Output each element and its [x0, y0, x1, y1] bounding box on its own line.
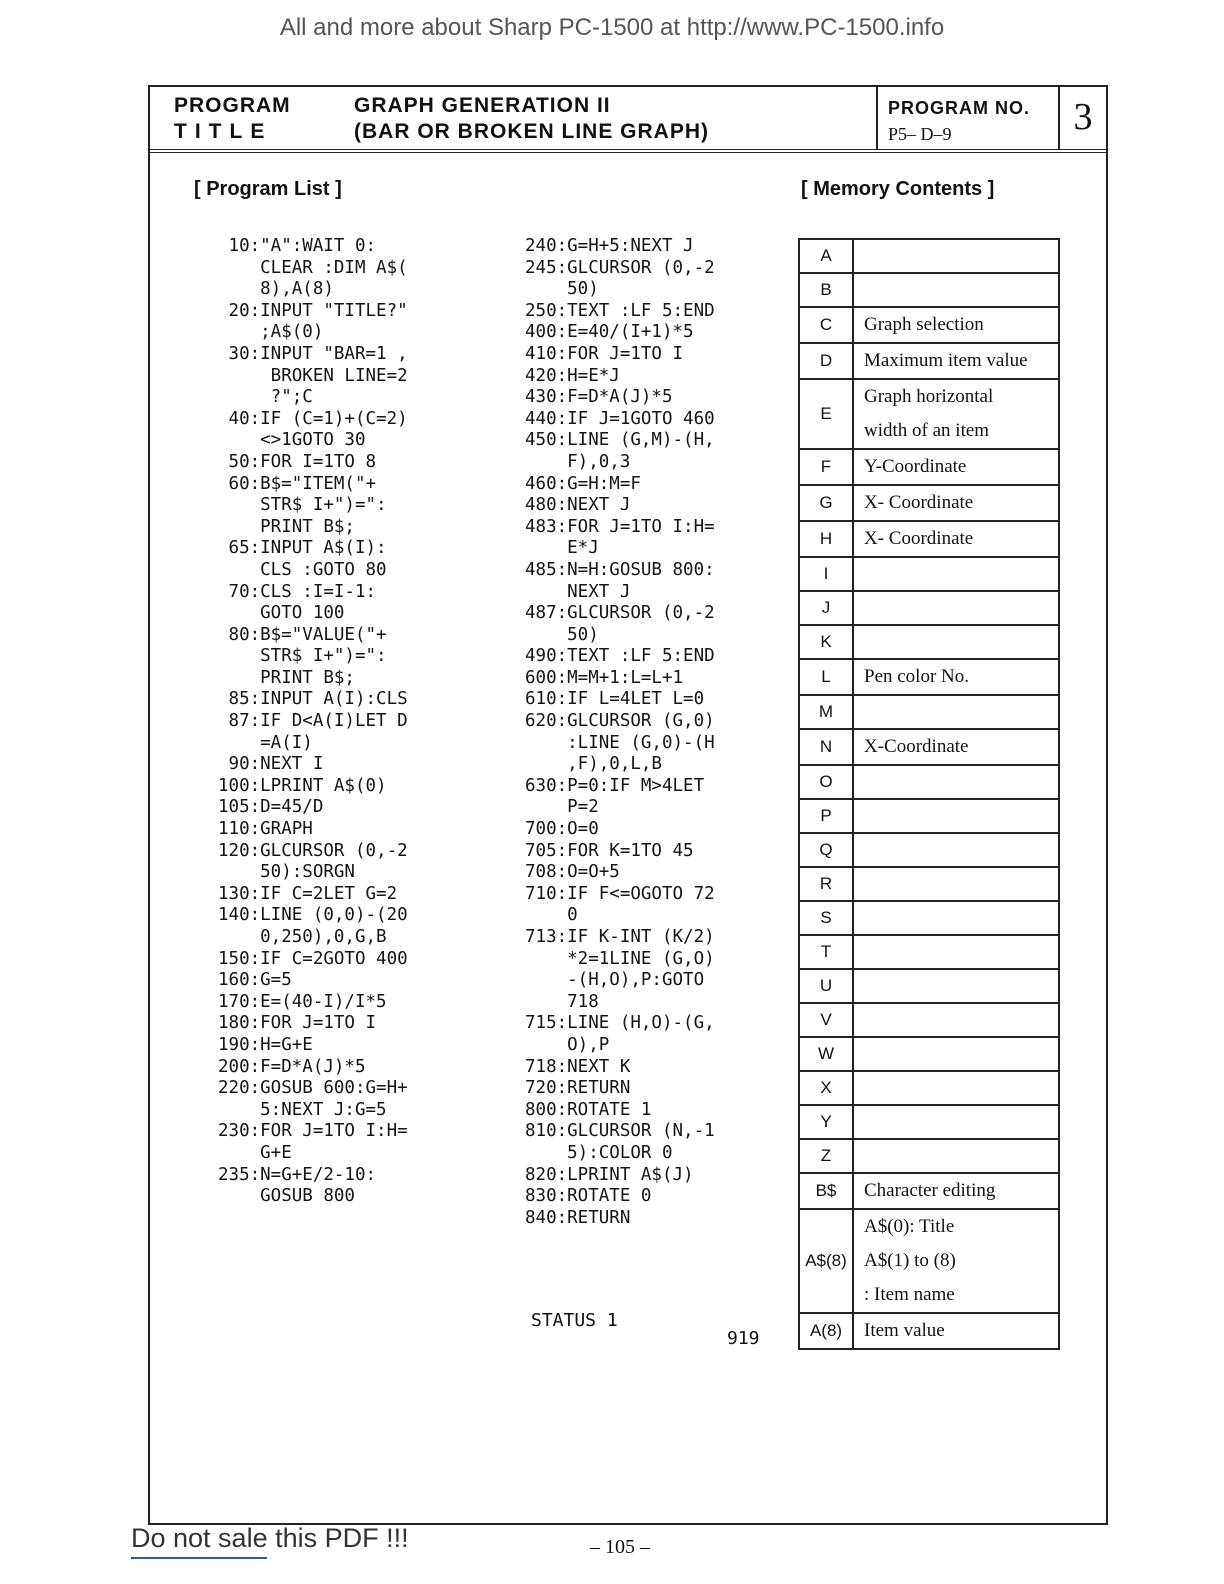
memory-description — [853, 521, 1059, 557]
memory-variable: Z — [799, 1139, 853, 1173]
memory-variable: U — [799, 969, 853, 1003]
memory-row — [799, 867, 1059, 901]
memory-description — [853, 379, 1059, 449]
memory-description — [853, 1313, 1059, 1349]
memory-description — [853, 729, 1059, 765]
memory-variable: F — [799, 449, 853, 485]
memory-row — [799, 1105, 1059, 1139]
memory-description — [853, 659, 1059, 695]
header-divider — [876, 87, 878, 149]
memory-row — [799, 1313, 1059, 1349]
memory-row — [799, 1173, 1059, 1209]
memory-row — [799, 625, 1059, 659]
status-label: STATUS 1 — [531, 1310, 618, 1331]
memory-variable: X — [799, 1071, 853, 1105]
memory-contents-heading: [ Memory Contents ] — [801, 178, 995, 200]
memory-contents-table — [798, 238, 1060, 1350]
footer-notice — [131, 1523, 409, 1554]
memory-description-line: A$(0): Title — [864, 1216, 955, 1237]
memory-description-line: Y-Coordinate — [864, 456, 967, 477]
memory-variable: N — [799, 729, 853, 765]
memory-description — [853, 833, 1059, 867]
program-number-code: P5– D–9 — [888, 124, 952, 144]
memory-description-line: : Item name — [864, 1284, 955, 1305]
memory-description — [853, 935, 1059, 969]
memory-row — [799, 695, 1059, 729]
memory-row — [799, 1003, 1059, 1037]
memory-description — [853, 1209, 1059, 1313]
memory-description — [853, 343, 1059, 379]
memory-description — [853, 591, 1059, 625]
page-number: – 105 – — [590, 1536, 650, 1558]
memory-description-line: Graph selection — [864, 314, 984, 335]
memory-variable: H — [799, 521, 853, 557]
program-list-heading: [ Program List ] — [194, 178, 342, 200]
memory-description-line: Pen color No. — [864, 666, 970, 687]
memory-row — [799, 935, 1059, 969]
program-title-line2: (BAR OR BROKEN LINE GRAPH) — [354, 120, 709, 143]
memory-variable: K — [799, 625, 853, 659]
program-title-header — [150, 87, 1106, 153]
memory-variable: M — [799, 695, 853, 729]
memory-description — [853, 307, 1059, 343]
memory-description — [853, 695, 1059, 729]
memory-description-line: X-Coordinate — [864, 736, 969, 757]
memory-variable: S — [799, 901, 853, 935]
memory-description — [853, 449, 1059, 485]
memory-row — [799, 765, 1059, 799]
program-label: PROGRAM — [174, 94, 291, 117]
memory-description-line: X- Coordinate — [864, 492, 974, 513]
memory-row — [799, 1139, 1059, 1173]
memory-description — [853, 1071, 1059, 1105]
site-header-line: All and more about Sharp PC-1500 at http://www.PC-1500.info — [279, 14, 945, 41]
memory-row — [799, 1209, 1059, 1313]
program-number-label: PROGRAM NO. — [888, 98, 1031, 118]
memory-row — [799, 343, 1059, 379]
memory-row — [799, 729, 1059, 765]
memory-description — [853, 557, 1059, 591]
memory-description — [853, 969, 1059, 1003]
memory-variable: R — [799, 867, 853, 901]
program-listing-column-1: 10:"A":WAIT 0: CLEAR :DIM A$( 8),A(8) 20:INPUT "TITLE?" ;A$(0) 30:INPUT "BAR=1 , BROKEN LINE=2 ?";C 40:IF (C=1)+(C=2) <>1GOTO 30 50:FOR I=1TO 8 60:B$="ITEM("+ STR$ I+")=": PRINT B$; 65:INPUT A$(I): CLS :GOTO 80 70:CLS :I=I-1: GOTO 100 80:B$="VALUE("+ STR$ I+")=": PRINT B$; 85:INPUT A(I):CLS 87:IF D<A(I)LET D =A(I) 90:NEXT I 100:LPRINT A$(0) 105:D=45/D 110:GRAPH 120:GLCURSOR (0,-2 50):SORGN 130:IF C=2LET G=2 140:LINE (0,0)-(20 0,250),0,G,B 150:IF C=2GOTO 400 160:G=5 170:E=(40-I)/I*5 180:FOR J=1TO I 190:H=G+E 200:F=D*A(J)*5 220:GOSUB 600:G=H+ 5:NEXT J:G=5 230:FOR J=1TO I:H= G+E 235:N=G+E/2-10: GOSUB 800 — [218, 236, 408, 1207]
memory-row — [799, 485, 1059, 521]
memory-row — [799, 799, 1059, 833]
memory-variable: B — [799, 273, 853, 307]
memory-row — [799, 833, 1059, 867]
memory-row — [799, 659, 1059, 695]
memory-variable: W — [799, 1037, 853, 1071]
memory-description — [853, 1173, 1059, 1209]
memory-description — [853, 1105, 1059, 1139]
memory-description-line: Graph horizontal — [864, 386, 994, 407]
memory-description — [853, 799, 1059, 833]
memory-description-line: A$(1) to (8) — [864, 1250, 956, 1271]
program-number-box — [888, 95, 1030, 147]
program-title — [354, 93, 709, 145]
memory-row — [799, 1037, 1059, 1071]
title-label: TITLE — [174, 120, 273, 143]
memory-variable: V — [799, 1003, 853, 1037]
memory-row — [799, 557, 1059, 591]
memory-description — [853, 273, 1059, 307]
memory-row — [799, 239, 1059, 273]
memory-variable: L — [799, 659, 853, 695]
memory-description — [853, 1037, 1059, 1071]
memory-description-line: width of an item — [864, 420, 990, 441]
memory-description — [853, 901, 1059, 935]
memory-row — [799, 591, 1059, 625]
memory-variable: A(8) — [799, 1313, 853, 1349]
memory-variable: Y — [799, 1105, 853, 1139]
memory-description-line: Maximum item value — [864, 350, 1028, 371]
memory-variable: E — [799, 379, 853, 449]
memory-variable: O — [799, 765, 853, 799]
memory-row — [799, 307, 1059, 343]
footer-notice-text: Do not sale this PDF !!! — [131, 1523, 409, 1553]
byte-count: 919 — [727, 1328, 760, 1349]
memory-row — [799, 379, 1059, 449]
memory-description — [853, 867, 1059, 901]
memory-description — [853, 1003, 1059, 1037]
memory-description-line: X- Coordinate — [864, 528, 974, 549]
memory-description — [853, 1139, 1059, 1173]
memory-variable: I — [799, 557, 853, 591]
memory-table-body — [799, 239, 1059, 1349]
footer-underline — [131, 1557, 267, 1559]
memory-row — [799, 1071, 1059, 1105]
program-listing-column-2: 240:G=H+5:NEXT J 245:GLCURSOR (0,-2 50) 250:TEXT :LF 5:END 400:E=40/(I+1)*5 410:FOR J=1TO I 420:H=E*J 430:F=D*A(J)*5 440:IF J=1GOTO 460 450:LINE (G,M)-(H, F),0,3 460:G=H:M=F 480:NEXT J 483:FOR J=1TO I:H= E*J 485:N=H:GOSUB 800: NEXT J 487:GLCURSOR (0,-2 50) 490:TEXT :LF 5:END 600:M=M+1:L=L+1 610:IF L=4LET L=0 620:GLCURSOR (G,0) :LINE (G,0)-(H ,F),0,L,B 630:P=0:IF M>4LET P=2 700:O=0 705:FOR K=1TO 45 708:O=O+5 710:IF F<=OGOTO 72 0 713:IF K-INT (K/2) *2=1LINE (G,O) -(H,O),P:GOTO 718 715:LINE (H,O)-(G, O),P 718:NEXT K 720:RETURN 800:ROTATE 1 810:GLCURSOR (N,-1 5):COLOR 0 820:LPRINT A$(J) 830:ROTATE 0 840:RETURN — [525, 236, 715, 1228]
memory-description — [853, 625, 1059, 659]
program-title-label — [174, 93, 291, 145]
memory-variable: B$ — [799, 1173, 853, 1209]
program-title-line1: GRAPH GENERATION II — [354, 94, 611, 117]
memory-variable: A — [799, 239, 853, 273]
memory-row — [799, 969, 1059, 1003]
memory-variable: Q — [799, 833, 853, 867]
memory-description-line: Item value — [864, 1320, 945, 1341]
memory-variable: P — [799, 799, 853, 833]
memory-variable: D — [799, 343, 853, 379]
memory-row — [799, 273, 1059, 307]
memory-description-line: Character editing — [864, 1180, 996, 1201]
memory-row — [799, 901, 1059, 935]
program-number: 3 — [1073, 96, 1093, 138]
memory-variable: A$(8) — [799, 1209, 853, 1313]
memory-description — [853, 765, 1059, 799]
memory-variable: C — [799, 307, 853, 343]
memory-description — [853, 239, 1059, 273]
memory-variable: G — [799, 485, 853, 521]
memory-variable: T — [799, 935, 853, 969]
memory-row — [799, 449, 1059, 485]
memory-description — [853, 485, 1059, 521]
memory-variable: J — [799, 591, 853, 625]
memory-row — [799, 521, 1059, 557]
